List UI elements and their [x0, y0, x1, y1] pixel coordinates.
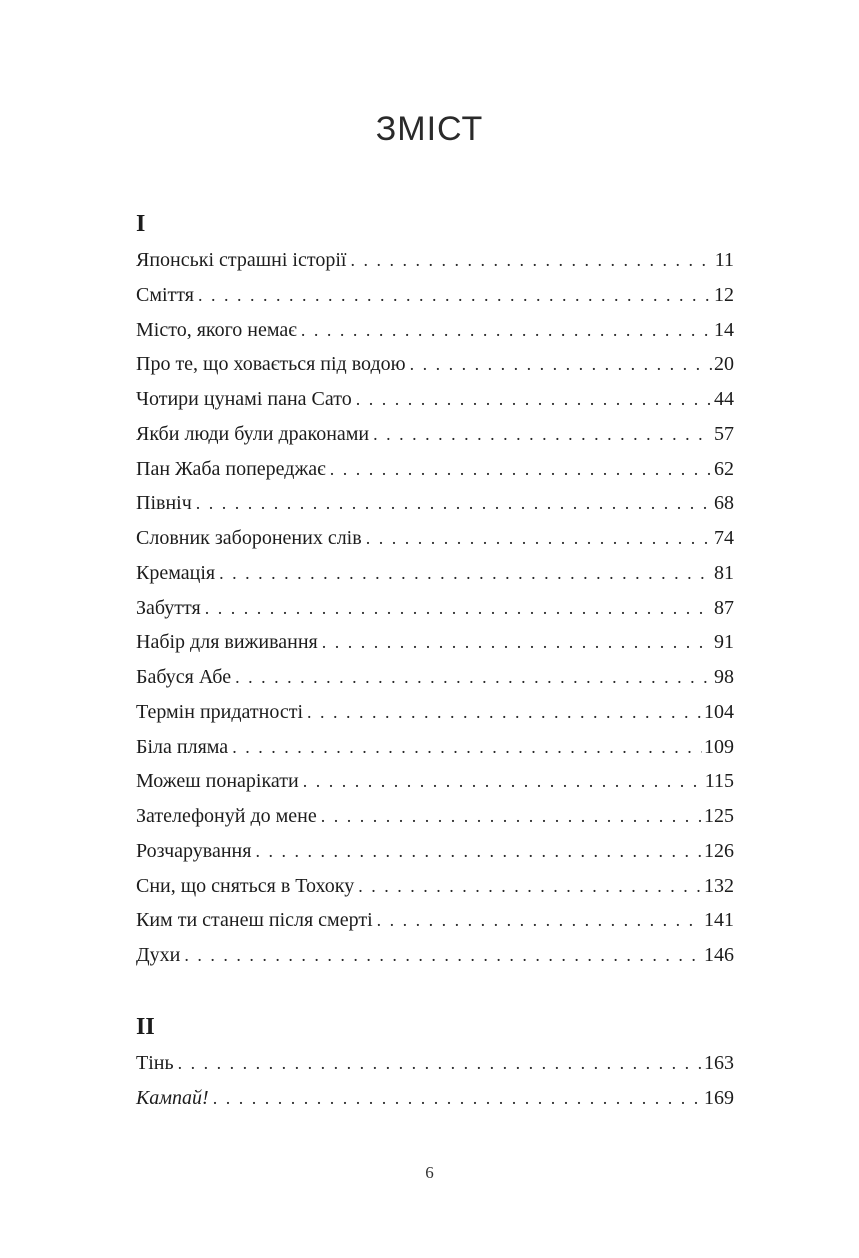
entry-title: Духи: [136, 944, 181, 966]
entry-page: 132: [704, 874, 734, 897]
entry-page: 126: [704, 839, 734, 862]
dot-leader: [196, 486, 712, 521]
dot-leader: [303, 764, 703, 799]
entry-title: Тінь: [136, 1052, 174, 1074]
entry-page: 98: [714, 666, 734, 688]
dot-leader: [350, 243, 712, 278]
toc-entry: [136, 452, 734, 487]
toc-entry: [136, 834, 734, 869]
toc-entry: [136, 695, 734, 730]
dot-leader: [358, 869, 702, 904]
entry-page: 87: [714, 596, 734, 619]
entry-title: Сни, що сняться в Тохоку: [136, 874, 355, 897]
entry-page: 146: [704, 944, 734, 966]
toc-entry: [136, 278, 734, 313]
entry-title: Розчарування: [136, 839, 252, 862]
toc-entry: [136, 556, 734, 591]
entry-page: 169: [704, 1086, 734, 1109]
entry-title: Набір для виживання: [136, 631, 318, 654]
toc-entry: [136, 730, 734, 765]
entry-page: 115: [704, 770, 734, 793]
entry-page: 20: [714, 353, 734, 376]
toc-entry: [136, 591, 734, 626]
entry-page: 57: [714, 422, 734, 445]
dot-leader: [178, 1046, 702, 1081]
entry-title: Японські страшні історії: [136, 249, 347, 271]
entry-page: 125: [704, 805, 734, 827]
dot-leader: [301, 313, 712, 348]
dot-leader: [232, 730, 702, 765]
toc-entry: [136, 521, 734, 556]
part-label: I: [136, 211, 146, 237]
toc-part-2: [136, 1008, 734, 1116]
page-number: 6: [425, 1163, 434, 1182]
toc-entry: [136, 1081, 734, 1116]
entry-page: 12: [714, 283, 734, 306]
toc-entry: [136, 347, 734, 382]
dot-leader: [330, 452, 712, 487]
entry-title: Бабуся Абе: [136, 666, 232, 688]
entry-page: 109: [704, 735, 734, 758]
entry-title: Термін придатності: [136, 700, 304, 723]
entry-page: 14: [714, 318, 734, 341]
dot-leader: [307, 695, 702, 730]
entry-title: Місто, якого немає: [136, 318, 297, 341]
entry-page: 68: [714, 492, 734, 515]
entry-title: Сміття: [136, 283, 194, 306]
toc-entry: [136, 417, 734, 452]
entry-page: 74: [714, 527, 734, 549]
dot-leader: [184, 938, 702, 973]
dot-leader: [213, 1081, 702, 1116]
toc-entry: [136, 660, 734, 695]
dot-leader: [198, 278, 712, 313]
toc-entry: [136, 486, 734, 521]
entry-title: Про те, що ховається під водою: [136, 353, 406, 376]
entry-page: 44: [714, 388, 734, 410]
dot-leader: [366, 521, 712, 556]
entry-title: Північ: [136, 492, 192, 515]
entry-title: Кремація: [136, 561, 216, 584]
dot-leader: [356, 382, 712, 417]
dot-leader: [377, 903, 702, 938]
toc-entry: [136, 382, 734, 417]
dot-leader: [322, 625, 712, 660]
toc-entry: [136, 903, 734, 938]
entry-title: Пан Жаба попереджає: [136, 457, 326, 480]
toc-entry: [136, 764, 734, 799]
entry-page: 11: [714, 249, 734, 271]
dot-leader: [219, 556, 712, 591]
entry-title: Зателефонуй до мене: [136, 805, 317, 827]
dot-leader: [321, 799, 702, 834]
entry-page: 91: [714, 631, 734, 654]
entry-title: Словник заборонених слів: [136, 527, 362, 549]
toc-part-1: [136, 205, 734, 973]
page-title: ЗМІСТ: [375, 110, 484, 148]
entry-page: 163: [704, 1052, 734, 1074]
entry-title: Ким ти станеш після смерті: [136, 909, 373, 932]
toc-entry: [136, 625, 734, 660]
entry-page: 81: [714, 561, 734, 584]
entry-title: Якби люди були драконами: [136, 422, 370, 445]
entry-title: Можеш понарікати: [136, 770, 299, 793]
dot-leader: [373, 417, 712, 452]
entry-title: Біла пляма: [136, 735, 229, 758]
entry-title: Забуття: [136, 596, 201, 619]
toc-entry: [136, 1046, 734, 1081]
toc-entry: [136, 799, 734, 834]
dot-leader: [205, 591, 712, 626]
entry-page: 141: [704, 909, 734, 932]
toc-entry: [136, 313, 734, 348]
entry-title: Чотири цунамі пана Сато: [136, 388, 352, 410]
entry-page: 62: [714, 457, 734, 480]
dot-leader: [410, 347, 712, 382]
dot-leader: [255, 834, 702, 869]
entry-title: Кампай!: [136, 1086, 209, 1109]
toc-entry: [136, 938, 734, 973]
entry-page: 104: [704, 700, 734, 723]
part-label: II: [136, 1014, 155, 1040]
toc-entry: [136, 243, 734, 278]
dot-leader: [235, 660, 712, 695]
toc-entry: [136, 869, 734, 904]
